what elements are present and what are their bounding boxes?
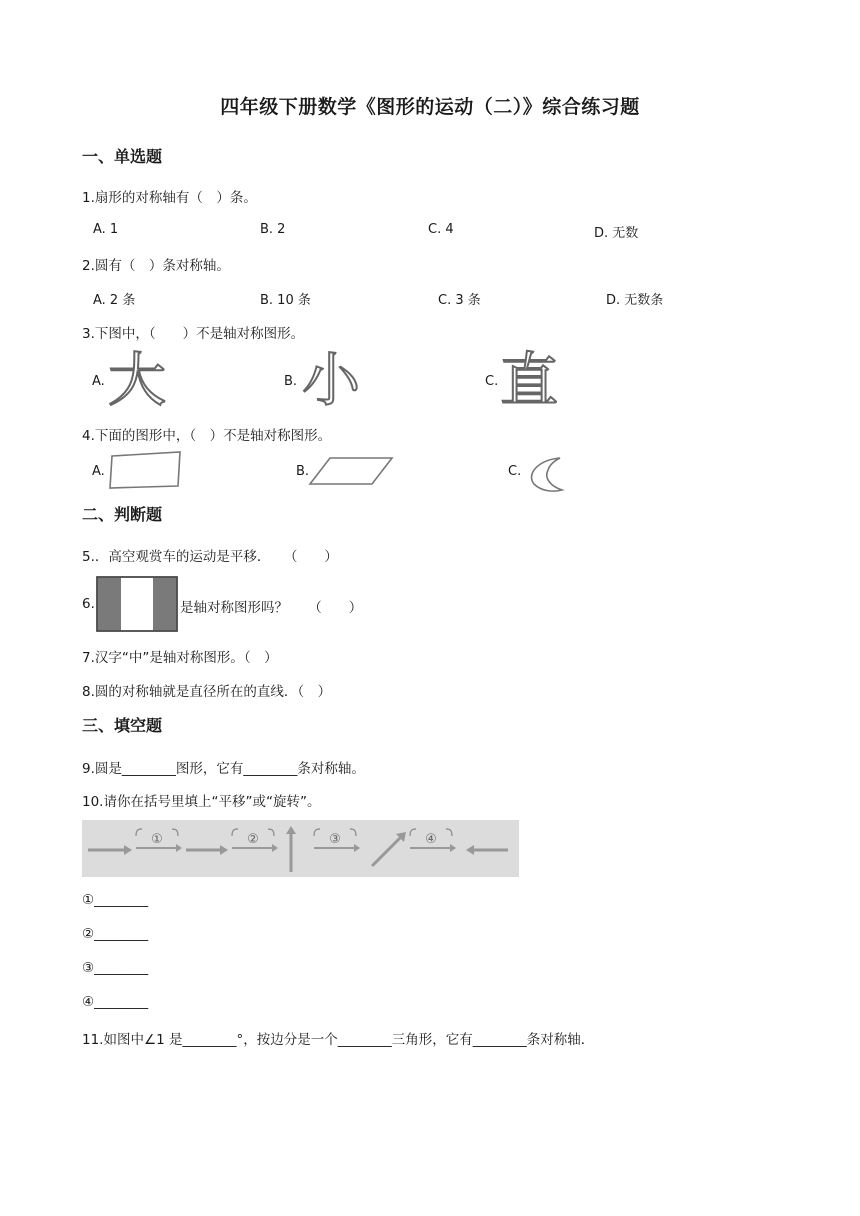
question-11: 11.如图中∠1 是________°，按边分是一个________三角形，它有________条对称轴． [82,1032,595,1048]
section-heading-single-choice: 一、单选题 [82,147,163,166]
q1-option-b: B. 2 [260,222,286,237]
question-5: 5.．高空观赏车的运动是平移． （ ） [82,549,338,565]
q1-option-c: C. 4 [428,222,454,237]
q10-answer-2: ②________ [82,926,149,942]
question-3: 3.下图中，（ ）不是轴对称图形。 [82,326,305,342]
q4-rectangle-figure [106,450,186,490]
q10-mark-4: ④ [425,832,437,847]
q3-label-c: C. [485,374,499,389]
q4-label-a: A. [92,464,105,479]
q4-label-b: B. [296,464,310,479]
section-heading-true-false: 二、判断题 [82,505,163,524]
q4-crescent-figure [520,454,568,494]
q1-option-a: A. 1 [93,222,119,237]
q2-option-a: A. 2 条 [93,293,136,308]
question-10: 10.请你在括号里填上“平移”或“旋转”。 [82,794,321,810]
question-2: 2.圆有（ ）条对称轴。 [82,258,230,274]
q10-answer-1: ①________ [82,892,149,908]
page-title: 四年级下册数学《图形的运动（二）》综合练习题 [220,96,640,118]
q4-parallelogram-figure [308,454,398,488]
q2-option-c: C. 3 条 [438,293,481,308]
q2-option-d: D. 无数条 [606,293,664,308]
question-6: 是轴对称图形吗？ （ ） [180,600,363,616]
q3-label-a: A. [92,374,105,389]
q6-flag-figure [96,576,178,632]
question-8: 8.圆的对称轴就是直径所在的直线．（ ） [82,684,332,700]
q10-mark-3: ③ [329,832,341,847]
q2-option-b: B. 10 条 [260,293,311,308]
q3-char-xiao: 小 [302,346,361,414]
question-7: 7.汉字“中”是轴对称图形。（ ） [82,650,278,666]
section-heading-fill-in: 三、填空题 [82,716,163,735]
q10-answer-4: ④________ [82,994,149,1010]
question-4: 4.下面的图形中，（ ）不是轴对称图形。 [82,428,332,444]
q1-option-d: D. 无数 [594,226,639,241]
q3-char-da: 大 [108,346,167,414]
q3-char-zhi: 直 [500,346,559,414]
question-9: 9.圆是________图形，它有________条对称轴。 [82,761,365,777]
question-1: 1.扇形的对称轴有（ ）条。 [82,190,257,206]
q3-label-b: B. [284,374,298,389]
q10-mark-2: ② [247,832,259,847]
q10-answer-3: ③________ [82,960,149,976]
q10-mark-1: ① [151,832,163,847]
question-6-label: 6. [82,596,95,612]
q10-arrows-figure [82,820,519,877]
q4-label-c: C. [508,464,522,479]
